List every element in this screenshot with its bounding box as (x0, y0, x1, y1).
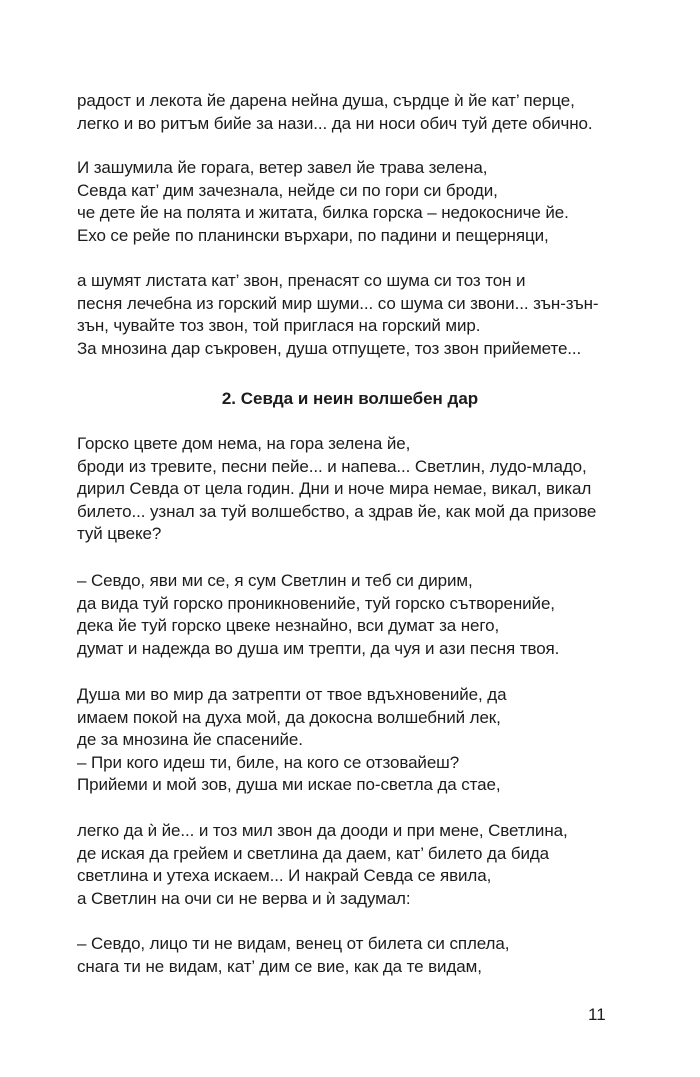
paragraph-8: – Севдо, лицо ти не видам, венец от билета си сплела, снага ти не видам, кат’ дим се вие, как да те видам, (77, 934, 510, 976)
paragraph-4: Горско цвете дом нема, на гора зелена йе, броди из тревите, песни пейе... и напева... Светлин, лудо-младо, дирил Севда от цела годин. Дни и ноче мира немае, викал, викал билето... узнал за туй волшебство, а здрав йе, как мой да призове туй цвеке? (77, 434, 597, 544)
page-number: 11 (588, 1005, 606, 1024)
paragraph-7: легко да ѝ йе... и тоз мил звон да дооди и при мене, Светлина, де иская да грейем и светлина да даем, кат’ билето да бида светлина и утеха искаем... И накрай Севда се явила, а Светлин на очи си не верва и ѝ задумал: (77, 821, 568, 908)
paragraph-2: И зашумила йе горага, ветер завел йе трава зелена, Севда кат’ дим зачезнала, нейде си по гори си броди, че дете йе на полята и житата, билка горска – недокосниче йе. Ехо се рейе по планински върхари, по падини и пещерняци, (77, 158, 569, 245)
paragraph-1: радост и лекота йе дарена нейна душа, сърдце ѝ йе кат’ перце, легко и во ритъм бийе за нази... да ни носи обич туй дете обично. (77, 91, 593, 133)
section-heading: 2. Севда и неин волшебен дар (221, 389, 479, 408)
paragraph-6: Душа ми во мир да затрепти от твое вдъхновенийе, да имаем покой на духа мой, да докосна волшебний лек, де за мнозина йе спасенийе. – При кого идеш ти, биле, на кого се отзовайеш? Прийеми и мой зов, душа ми искае по-светла да стае, (77, 685, 507, 795)
paragraph-5: – Севдо, яви ми се, я сум Светлин и теб си дирим, да вида туй горско проникновенийе, туй горско сътворенийе, дека йе туй горско цвеке незнайно, вси думат за него, думат и надежда во душа им трепти, да чуя и ази песня твоя. (77, 571, 560, 658)
paragraph-3: а шумят листата кат’ звон, пренасят со шума си тоз тон и песня лечебна из горский мир шуми... со шума си звони... зън-зън- зън, чувайте тоз звон, той приглася на горский мир. За мнозина дар съкровен, душа отпущете, тоз звон прийемете... (77, 271, 599, 358)
